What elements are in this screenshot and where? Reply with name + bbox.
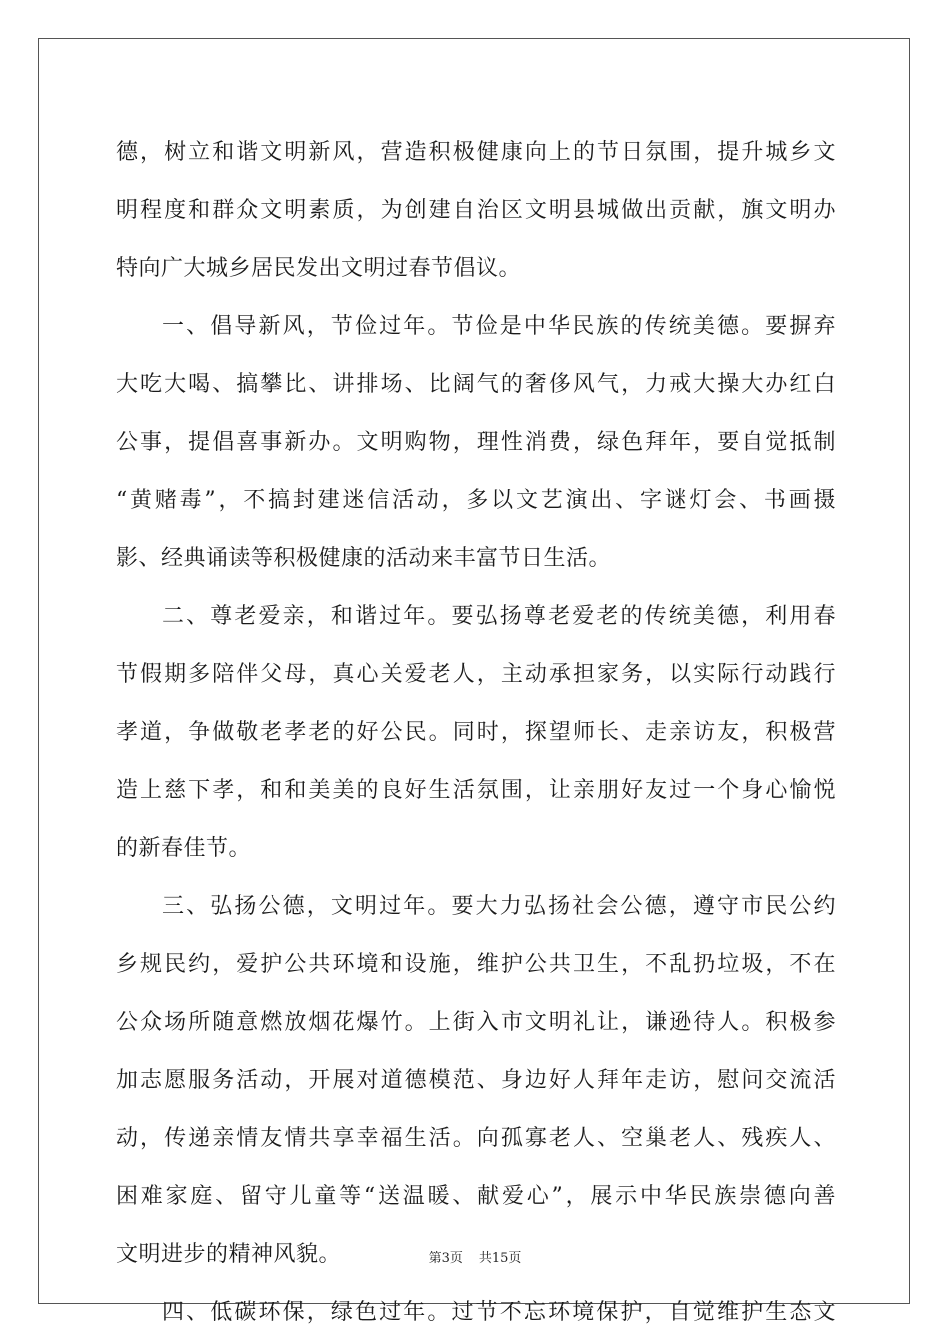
page-number: 第3页 <box>428 1251 463 1266</box>
text-line: 明程度和群众文明素质，为创建自治区文明县城做出贡献，旗文明办 <box>116 198 836 223</box>
text-line: 特向广大城乡居民发出文明过春节倡议。 <box>116 256 522 281</box>
text-line: 公众场所随意燃放烟花爆竹。上街入市文明礼让，谦逊待人。积极参 <box>116 1010 836 1035</box>
text-line: 孝道，争做敬老孝老的好公民。同时，探望师长、走亲访友，积极营 <box>116 720 836 745</box>
document-body <box>116 124 836 1342</box>
paragraph-start-line: 二、尊老爱亲，和谐过年。要弘扬尊老爱老的传统美德，利用春 <box>162 604 836 629</box>
paragraph-start-line: 一、倡导新风，节俭过年。节俭是中华民族的传统美德。要摒弃 <box>162 314 836 339</box>
text-line: 的新春佳节。 <box>116 836 252 861</box>
paragraph-start-line: 三、弘扬公德，文明过年。要大力弘扬社会公德，遵守市民公约 <box>162 894 836 919</box>
text-line: “黄赌毒”，不搞封建迷信活动，多以文艺演出、字谜灯会、书画摄 <box>116 488 836 513</box>
text-line: 节假期多陪伴父母，真心关爱老人，主动承担家务，以实际行动践行 <box>116 662 836 687</box>
text-line: 造上慈下孝，和和美美的良好生活氛围，让亲朋好友过一个身心愉悦 <box>116 778 836 803</box>
text-line: 大吃大喝、搞攀比、讲排场、比阔气的奢侈风气，力戒大操大办红白 <box>116 372 836 397</box>
text-line: 加志愿服务活动，开展对道德模范、身边好人拜年走访，慰问交流活 <box>116 1068 836 1093</box>
text-line: 德，树立和谐文明新风，营造积极健康向上的节日氛围，提升城乡文 <box>116 140 836 165</box>
text-line: 影、经典诵读等积极健康的活动来丰富节日生活。 <box>116 546 612 571</box>
text-line: 困难家庭、留守儿童等“送温暖、献爱心”，展示中华民族崇德向善 <box>116 1184 836 1209</box>
page-total: 共15页 <box>478 1251 522 1266</box>
text-line: 乡规民约，爱护公共环境和设施，维护公共卫生，不乱扔垃圾，不在 <box>116 952 836 977</box>
text-line: 文明进步的精神风貌。 <box>116 1242 342 1267</box>
page-footer <box>0 1247 950 1266</box>
text-line: 动，传递亲情友情共享幸福生活。向孤寡老人、空巢老人、残疾人、 <box>116 1126 836 1151</box>
paragraph-start-line: 四、低碳环保，绿色过年。过节不忘环境保护，自觉维护生态文 <box>162 1300 836 1325</box>
text-line: 公事，提倡喜事新办。文明购物，理性消费，绿色拜年，要自觉抵制 <box>116 430 836 455</box>
